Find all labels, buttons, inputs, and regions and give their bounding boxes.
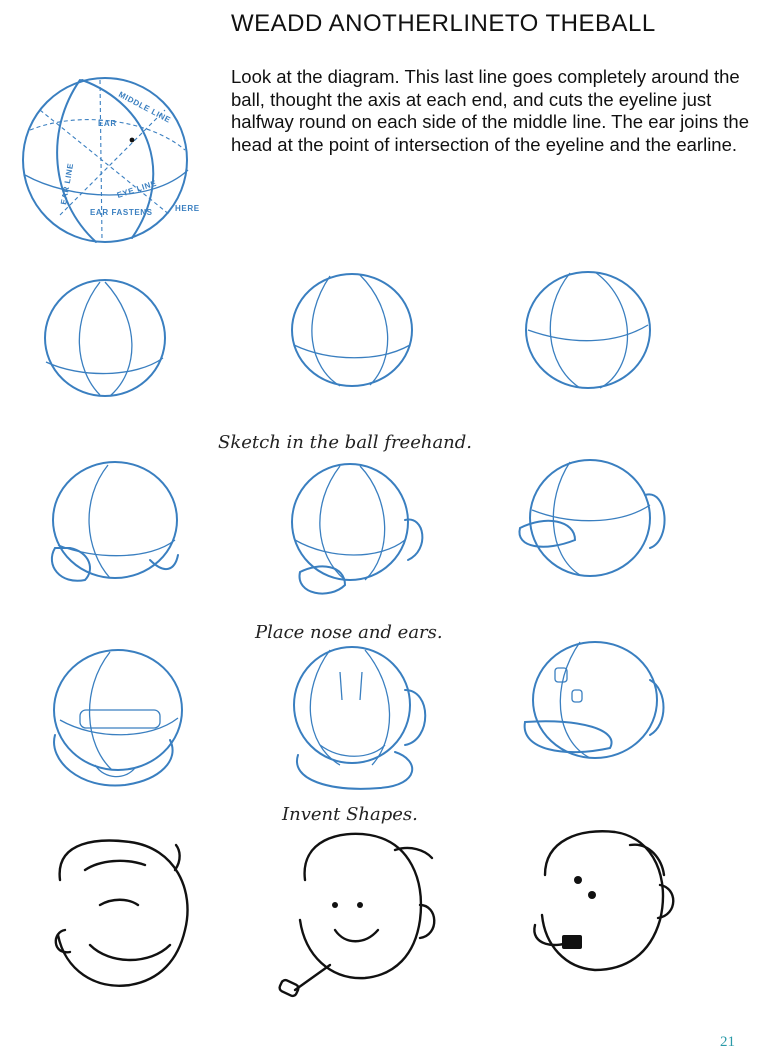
inked-head-2 [278,834,434,997]
head-nose-ears-2 [292,464,422,594]
head-shapes-1 [54,650,182,786]
inked-head-1 [56,841,188,986]
diagram-label-ear-line: EAR LINE [59,162,76,206]
ball-sketch-3 [526,272,650,388]
inked-head-3 [534,831,673,970]
diagram-label-here: HERE [175,204,200,213]
construction-diagram [23,78,200,242]
head-shapes-2 [294,647,425,789]
diagram-label-ear: EAR [98,119,117,128]
head-shapes-3 [525,642,664,758]
ball-sketch-2 [292,274,412,386]
head-nose-ears-1 [52,462,178,581]
head-nose-ears-3 [519,460,664,576]
diagram-label-middle-line: MIDDLE LINE [117,89,173,125]
diagram-label-ear-fastens: EAR FASTENS [90,208,153,217]
diagram-label-eye-line: EYE LINE [115,178,158,200]
caption-invent: Invent Shapes. [282,804,418,825]
caption-sketch: Sketch in the ball freehand. [218,432,473,453]
caption-place: Place nose and ears. [255,622,443,643]
page-number: 21 [720,1034,735,1050]
page-title: WEADD ANOTHERLINETO THEBALL [231,10,656,37]
intro-paragraph: Look at the diagram. This last line goes completely around the ball, thought the axis at each end, and cuts the eyeline just halfway round on each side of the middle line. The ear joins the head at the point of intersection of the eyeline and the earline. [231,66,749,155]
ball-sketch-1 [45,280,165,396]
